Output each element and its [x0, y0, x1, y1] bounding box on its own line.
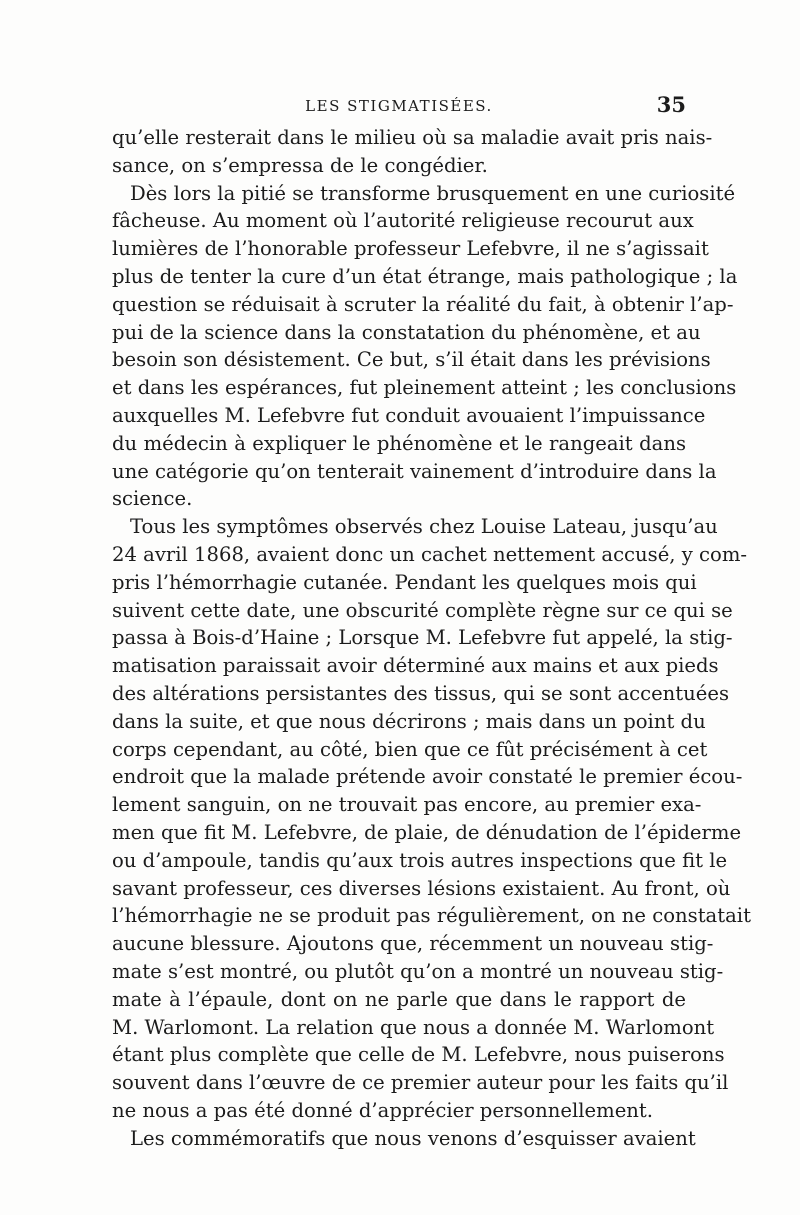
text-line: lumières de l’honorable professeur Lefebvre, il ne s’agissait [112, 237, 709, 261]
text-line: plus de tenter la cure d’un état étrange, mais pathologique ; la [112, 264, 738, 288]
text-line: Les commémoratifs que nous venons d’esquisser avaient [130, 1126, 696, 1150]
text-line: ou d’ampoule, tandis qu’aux trois autres inspections que fit le [112, 848, 728, 872]
text-line: passa à Bois-d’Haine ; Lorsque M. Lefebvre fut appelé, la stig- [112, 626, 733, 650]
text-line: pris l’hémorrhagie cutanée. Pendant les quelques mois qui [112, 570, 697, 594]
running-title: LES STIGMATISÉES. [305, 97, 493, 115]
text-line: lement sanguin, on ne trouvait pas encore, au premier exa- [112, 793, 702, 817]
text-line: science. [112, 487, 193, 511]
text-line: besoin son désistement. Ce but, s’il était dans les prévisions [112, 348, 711, 372]
text-line: mate à l’épaule, dont on ne parle que dans le rapport de [112, 987, 686, 1011]
text-line: des altérations persistantes des tissus, qui se sont accentuées [112, 681, 730, 705]
text-line: sance, on s’empressa de le congédier. [112, 153, 488, 177]
text-line: pui de la science dans la constatation du phénomène, et au [112, 320, 701, 344]
text-line: ne nous a pas été donné d’apprécier personnellement. [112, 1098, 654, 1122]
text-line: une catégorie qu’on tenterait vainement d’introduire dans la [112, 459, 717, 483]
text-line: 24 avril 1868, avaient donc un cachet nettement accusé, y com- [112, 542, 748, 566]
text-line: aucune blessure. Ajoutons que, récemment un nouveau stig- [112, 932, 714, 956]
text-line: fâcheuse. Au moment où l’autorité religieuse recourut aux [112, 209, 694, 233]
text-line: mate s’est montré, ou plutôt qu’on a montré un nouveau stig- [112, 959, 724, 983]
text-line: men que fit M. Lefebvre, de plaie, de dénudation de l’épiderme [112, 820, 742, 844]
page-number: 35 [656, 92, 686, 117]
text-line: question se réduisait à scruter la réalité du fait, à obtenir l’ap- [112, 292, 734, 316]
text-line: du médecin à expliquer le phénomène et le rangeait dans [112, 431, 686, 455]
text-line: dans la suite, et que nous décrirons ; mais dans un point du [112, 709, 706, 733]
text-line: corps cependant, au côté, bien que ce fût précisément à cet [112, 737, 708, 761]
text-line: Tous les symptômes observés chez Louise Lateau, jusqu’au [130, 515, 718, 539]
text-line: endroit que la malade prétende avoir constaté le premier écou- [112, 765, 743, 789]
text-line: étant plus complète que celle de M. Lefebvre, nous puiserons [112, 1043, 725, 1067]
text-line: qu’elle resterait dans le milieu où sa maladie avait pris nais- [112, 126, 713, 149]
text-line: et dans les espérances, fut pleinement atteint ; les conclusions [112, 376, 737, 400]
text-line: matisation paraissait avoir déterminé aux mains et aux pieds [112, 654, 719, 678]
running-head [112, 92, 686, 122]
text-line: suivent cette date, une obscurité complète règne sur ce qui se [112, 598, 733, 622]
text-line: auxquelles M. Lefebvre fut conduit avouaient l’impuissance [112, 403, 706, 427]
text-line: M. Warlomont. La relation que nous a donnée M. Warlomont [112, 1015, 715, 1039]
text-line: savant professeur, ces diverses lésions existaient. Au front, où [112, 876, 731, 900]
text-line: souvent dans l’œuvre de ce premier auteur pour les faits qu’il [112, 1071, 729, 1095]
body-text [112, 124, 751, 1152]
text-line: Dès lors la pitié se transforme brusquement en une curiosité [130, 181, 736, 205]
text-line: l’hémorrhagie ne se produit pas régulièrement, on ne constatait [112, 904, 751, 928]
